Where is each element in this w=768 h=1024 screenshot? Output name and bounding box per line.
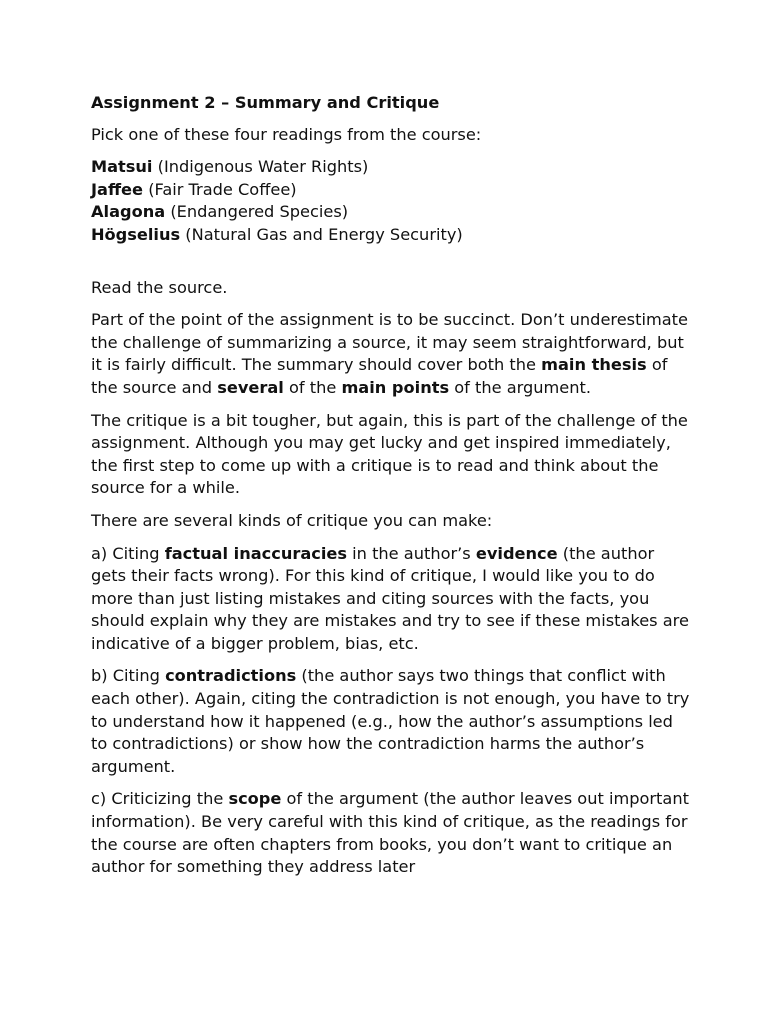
text-run: of the source and bbox=[91, 355, 668, 397]
text-run: (the author says two things that conflict with each other). Again, citing the contradiction is not enough, you have to try to understand how it happened (e.g., how the author’s assumptions led to contradictions) or show how the contradiction harms the author’s argument. bbox=[91, 666, 690, 776]
text-run: (the author gets their facts wrong). For this kind of critique, I would like you to do more than just listing mistakes and citing sources with the facts, you should explain why they are mistakes and try to see if these mistakes are indicative of a bigger problem, bias, etc. bbox=[91, 543, 689, 653]
reading-topic: (Indigenous Water Rights) bbox=[157, 157, 369, 177]
reading-topic: (Natural Gas and Energy Security) bbox=[185, 224, 463, 244]
document-page bbox=[91, 92, 691, 889]
critique-item-c bbox=[91, 788, 691, 878]
emphasis-scope: scope bbox=[228, 789, 282, 809]
intro-text: Pick one of these four readings from the course: bbox=[91, 124, 482, 144]
critique-item-b bbox=[91, 665, 691, 778]
reading-topic: (Endangered Species) bbox=[170, 202, 349, 222]
text-run: a) Citing bbox=[91, 543, 165, 563]
kinds-intro-text: There are several kinds of critique you can make: bbox=[91, 510, 493, 530]
emphasis-main-points: main points bbox=[341, 377, 450, 397]
reading-item bbox=[91, 201, 691, 224]
text-run: of the bbox=[283, 377, 342, 397]
page-title: Assignment 2 – Summary and Critique bbox=[91, 93, 440, 112]
critique-paragraph: The critique is a bit tougher, but again, this is part of the challenge of the assignment. Although you may get lucky and get inspired immediately, the first step to come up with a critique is to read and think about the source for a while. bbox=[91, 410, 688, 498]
reading-item bbox=[91, 224, 691, 247]
text-run: of the argument. bbox=[449, 377, 592, 397]
summary-paragraph bbox=[91, 309, 691, 399]
text-run: b) Citing bbox=[91, 666, 166, 686]
readings-list bbox=[91, 156, 691, 246]
read-source-text: Read the source. bbox=[91, 277, 228, 297]
text-run: of the argument (the author leaves out important information). Be very careful with this kind of critique, as the readings for the course are often chapters from books, you don’t want to critique an author for something they address later bbox=[91, 789, 689, 877]
reading-item bbox=[91, 179, 691, 202]
emphasis-factual-inaccuracies: factual inaccuracies bbox=[164, 543, 348, 563]
blank-line bbox=[91, 257, 691, 277]
text-run: Part of the point of the assignment is to be succinct. Don’t underestimate the challenge of summarizing a source, it may seem straightforward, but it is fairly difficult. The summary should cover both the bbox=[91, 310, 688, 375]
reading-author: Högselius bbox=[91, 224, 181, 244]
emphasis-main-thesis: main thesis bbox=[541, 355, 647, 375]
emphasis-several: several bbox=[217, 377, 284, 397]
emphasis-contradictions: contradictions bbox=[165, 666, 297, 686]
text-run: c) Criticizing the bbox=[91, 789, 229, 809]
reading-topic: (Fair Trade Coffee) bbox=[148, 179, 297, 199]
reading-author: Jaffee bbox=[91, 179, 144, 199]
text-run: in the author’s bbox=[347, 543, 476, 563]
reading-author: Matsui bbox=[91, 157, 153, 177]
reading-author: Alagona bbox=[91, 202, 166, 222]
critique-item-a bbox=[91, 543, 691, 656]
emphasis-evidence: evidence bbox=[475, 543, 558, 563]
reading-item bbox=[91, 156, 691, 179]
